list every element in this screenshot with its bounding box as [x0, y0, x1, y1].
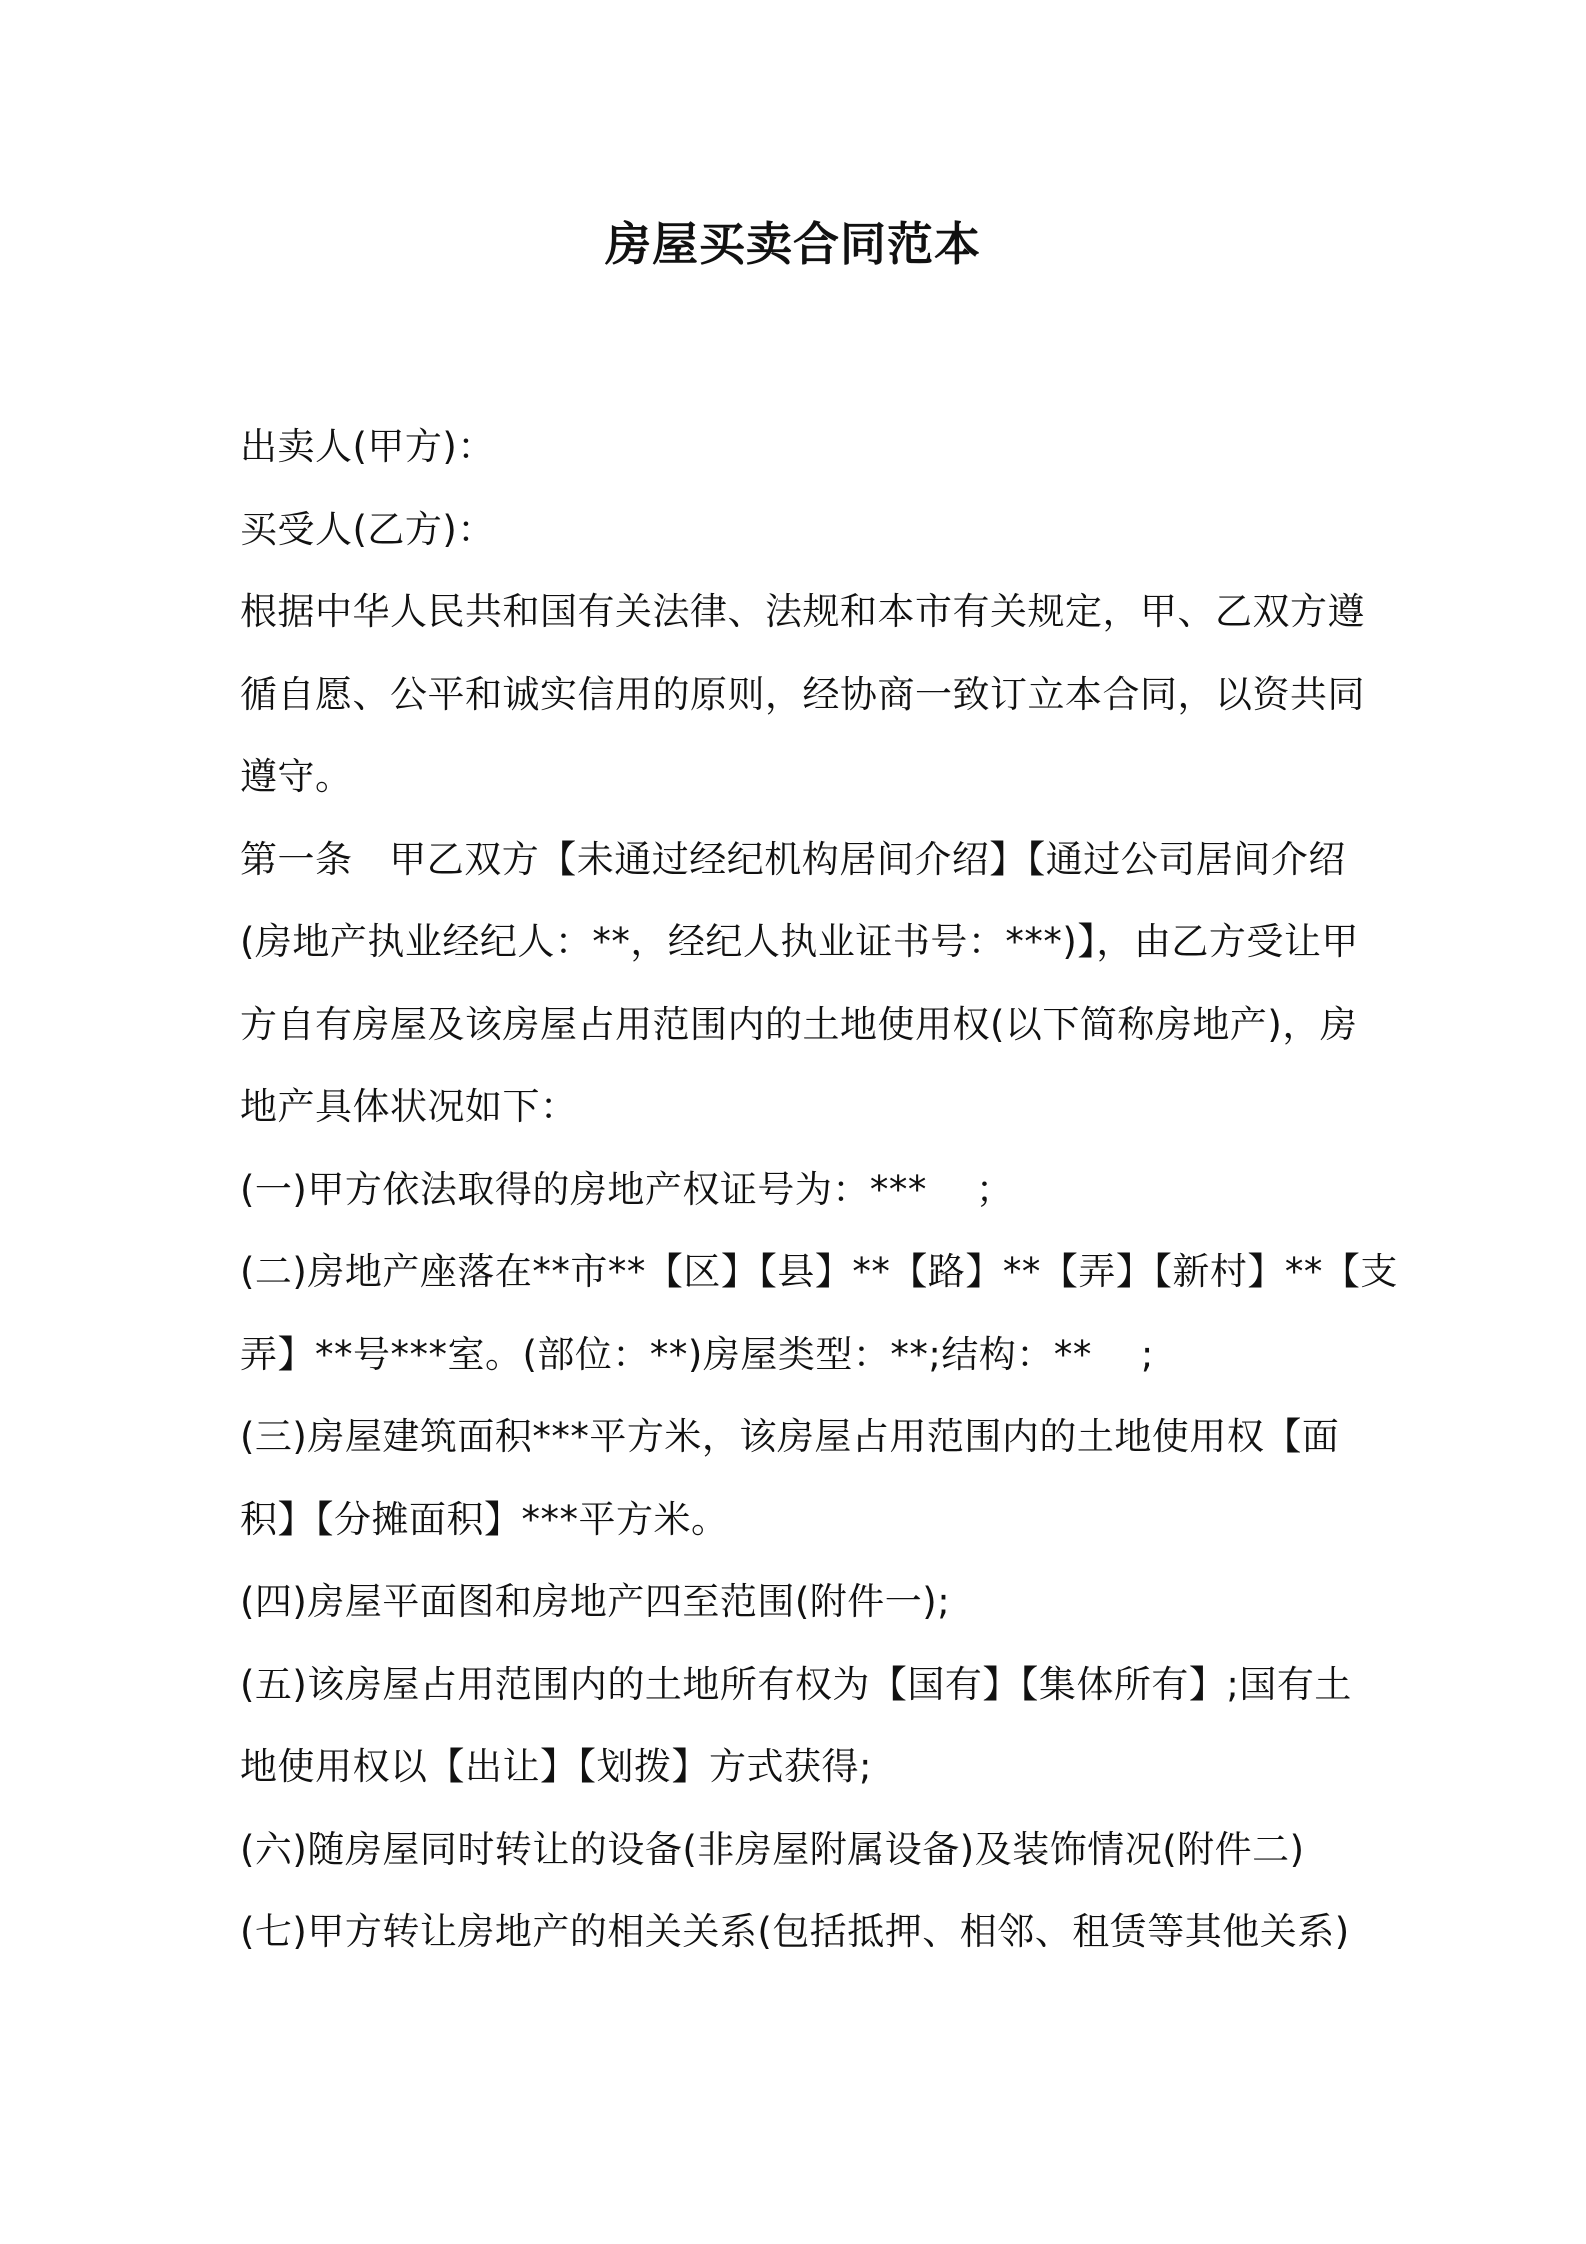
preamble-line-2: 循自愿、公平和诚实信用的原则，经协商一致订立本合同，以资共同: [240, 672, 1365, 716]
article-1-line-3: 方自有房屋及该房屋占用范围内的土地使用权(以下简称房地产)，房: [240, 1002, 1358, 1046]
clause-3-line-2: 积】【分摊面积】***平方米。: [240, 1497, 729, 1541]
clause-2-line-2: 弄】**号***室。(部位：**)房屋类型：**;结构：** ;: [240, 1332, 1154, 1376]
article-1-line-4: 地产具体状况如下：: [240, 1085, 578, 1128]
article-1-line-2: (房地产执业经纪人：**，经纪人执业证书号：***)】，由乙方受让甲: [240, 920, 1359, 963]
clause-1-line: (一)甲方依法取得的房地产权证号为：*** ；: [240, 1167, 1014, 1211]
document-body: [240, 406, 1398, 1974]
clause-5-line-2: 地使用权以【出让】【划拨】方式获得;: [240, 1745, 872, 1788]
preamble-line-3: 遵守。: [240, 755, 353, 798]
article-1-line-1: 第一条 甲乙双方【未通过经纪机构居间介绍】【通过公司居间介绍: [240, 837, 1346, 881]
preamble-line-1: 根据中华人民共和国有关法律、法规和本市有关规定，甲、乙双方遵: [240, 590, 1365, 633]
clause-4-line: (四)房屋平面图和房地产四至范围(附件一);: [240, 1580, 951, 1623]
clause-2-line-1: (二)房地产座落在**市**【区】【县】**【路】**【弄】【新村】**【支: [240, 1250, 1398, 1293]
clause-5-line-1: (五)该房屋占用范围内的土地所有权为【国有】【集体所有】;国有土: [240, 1662, 1352, 1706]
clause-3-line-1: (三)房屋建筑面积***平方米，该房屋占用范围内的土地使用权【面: [240, 1415, 1340, 1458]
clause-6-line: (六)随房屋同时转让的设备(非房屋附属设备)及装饰情况(附件二): [240, 1827, 1305, 1871]
buyer-line: 买受人(乙方)：: [240, 507, 495, 551]
seller-line: 出卖人(甲方)：: [240, 425, 495, 468]
clause-7-line: (七)甲方转让房地产的相关关系(包括抵押、相邻、租赁等其他关系): [240, 1910, 1350, 1953]
document-title: 房屋买卖合同范本: [605, 217, 981, 271]
